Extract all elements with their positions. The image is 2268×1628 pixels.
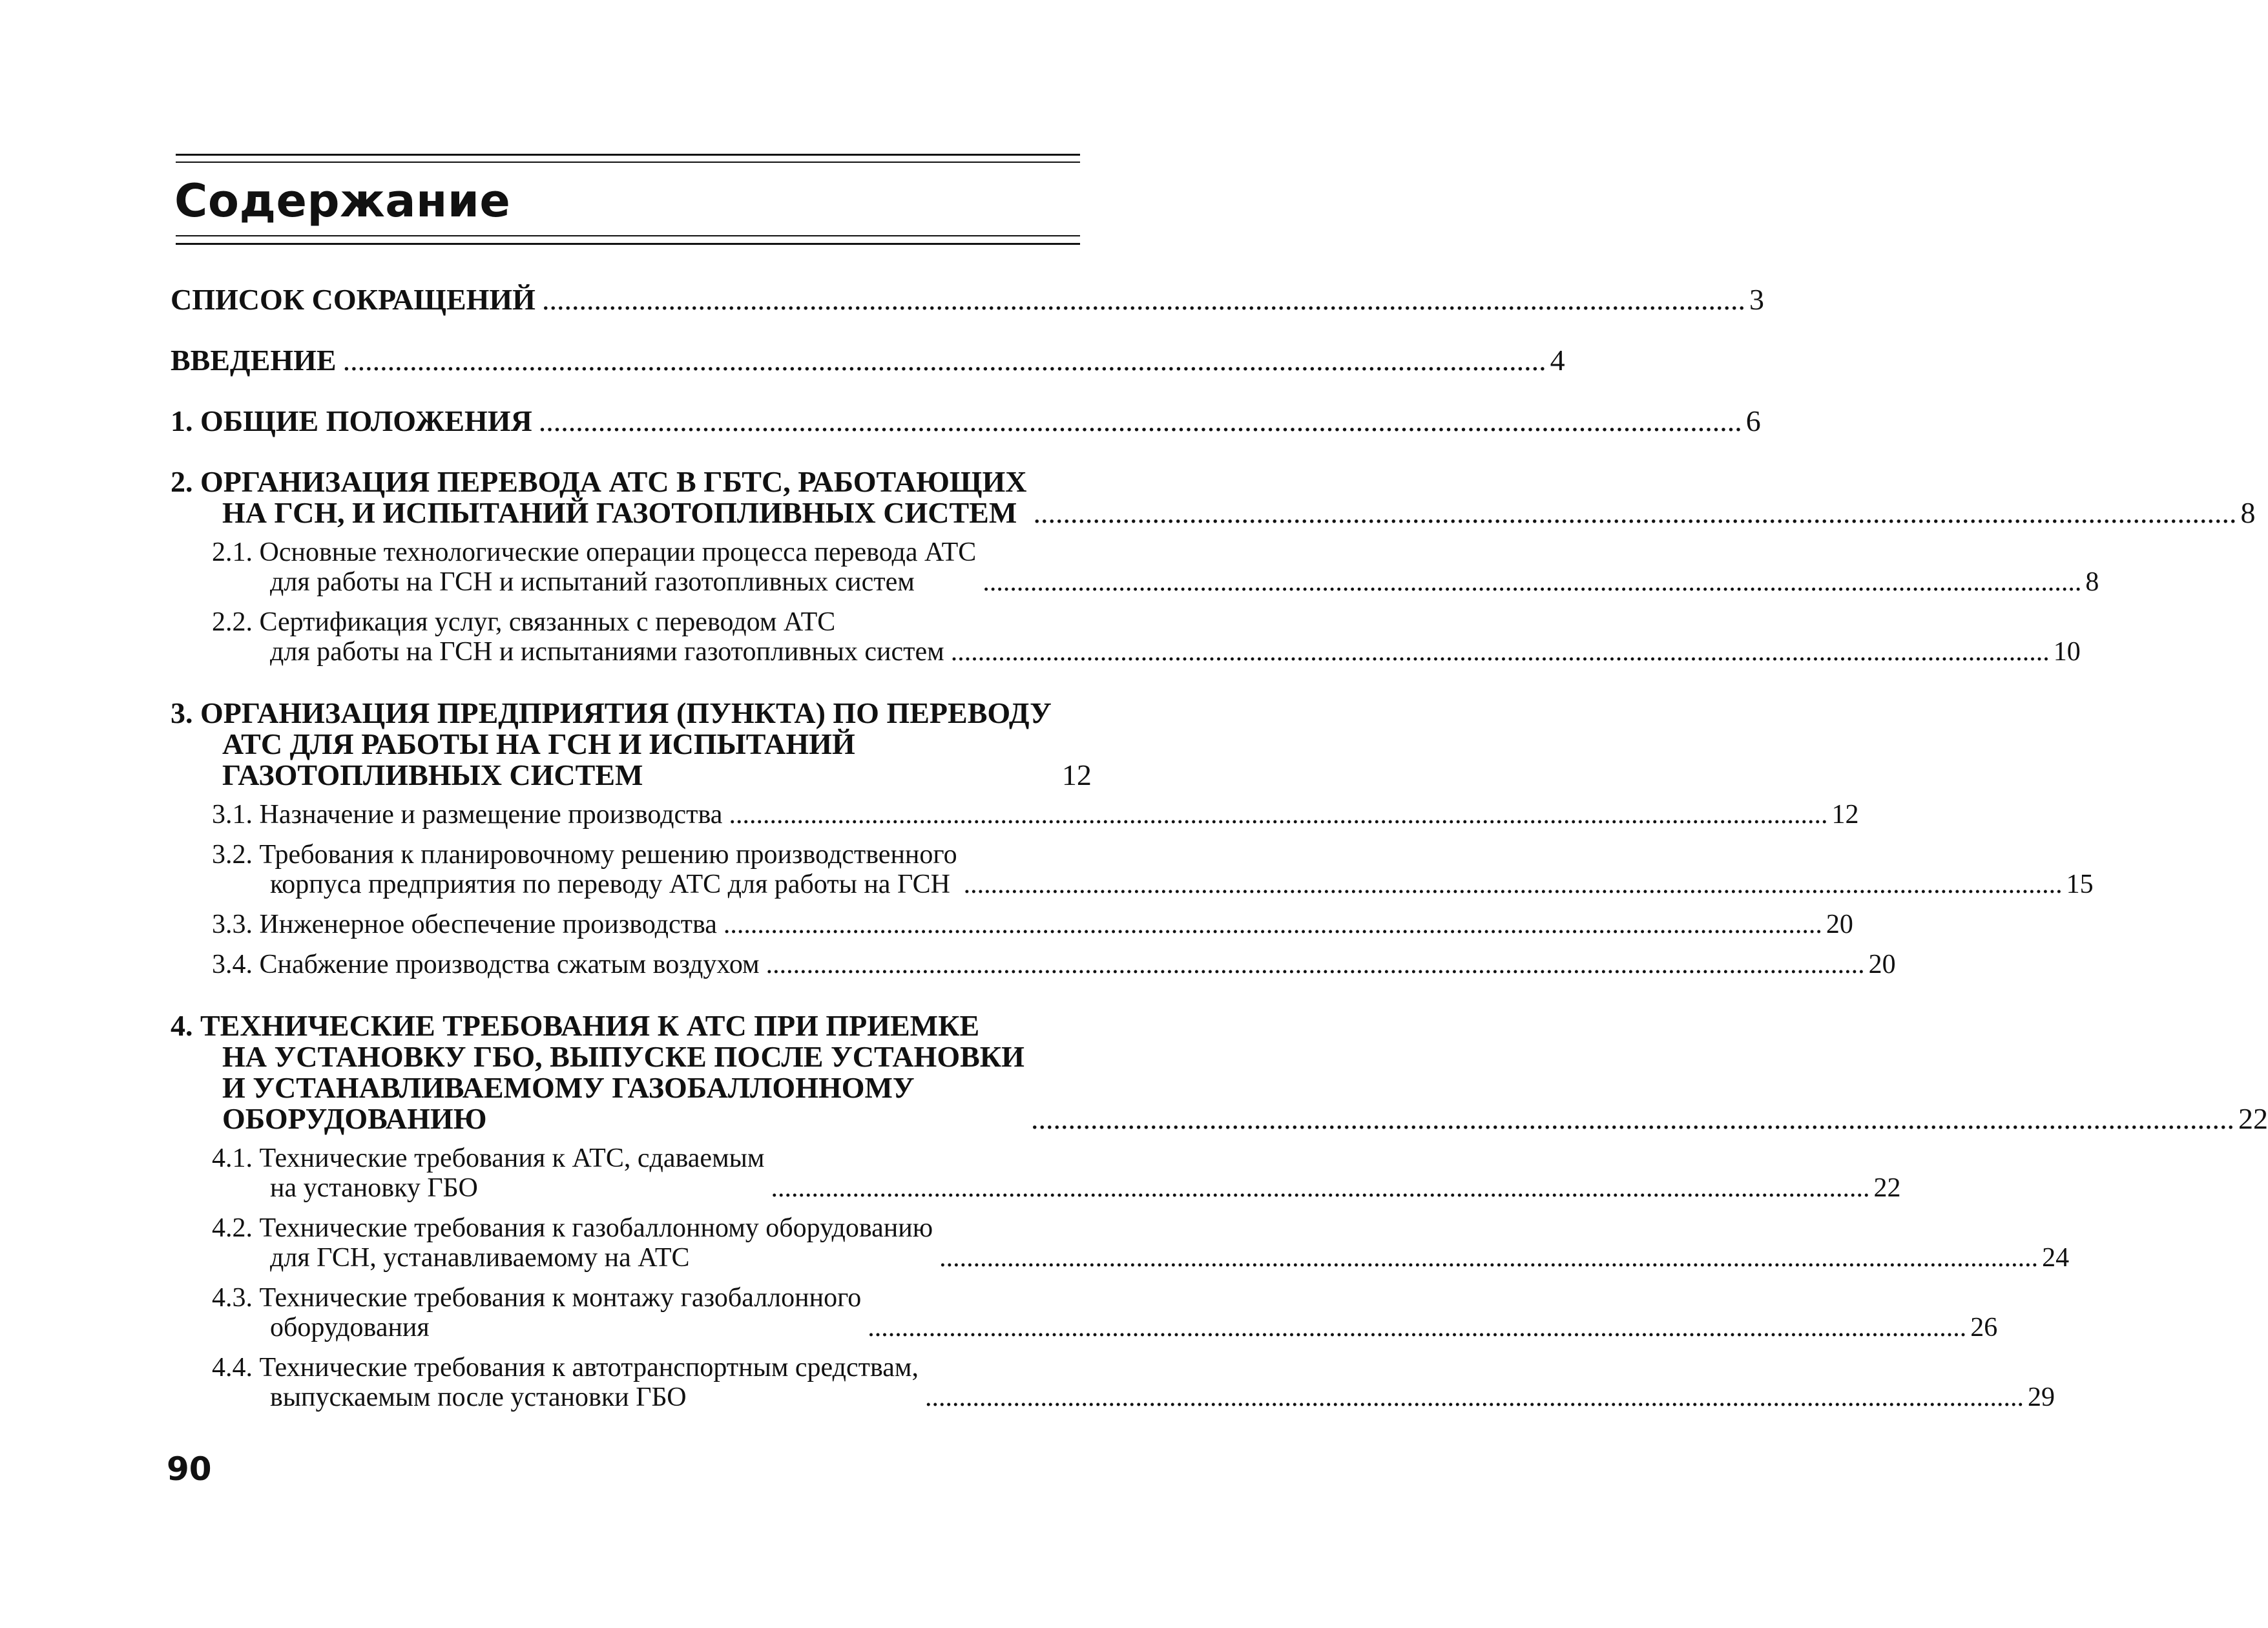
leader-dots: .................................................................................................................................................................. (983, 567, 2082, 597)
toc-page-number: 4 (1550, 344, 1565, 377)
leader-dots: .................................................................................................................................................................. (939, 1243, 2039, 1273)
toc-entry-section-4-2[interactable] (171, 1213, 2070, 1273)
toc-entry-title-line: на установку ГБО (270, 1173, 478, 1203)
toc-entry-title-line: 2. ОРГАНИЗАЦИЯ ПЕРЕВОДА АТС В ГБТС, РАБОТАЮЩИХ (171, 465, 1027, 498)
toc-entry-section-3-2[interactable] (171, 840, 2094, 899)
toc-page-number: 20 (1826, 910, 1853, 939)
toc-entry-title: СПИСОК СОКРАЩЕНИЙ (171, 283, 536, 316)
table-of-contents (171, 283, 2268, 1412)
toc-entry-section-3-1[interactable] (171, 800, 1859, 830)
leader-dots: .................................................................................................................................................................. (723, 910, 1822, 939)
leader-dots: .................................................................................................................................................................. (541, 283, 1745, 316)
toc-entry-section-2-2[interactable] (171, 607, 2081, 667)
toc-entry-title-line: для работы на ГСН и испытаний газотопливных систем (270, 567, 915, 597)
toc-entry-section-2[interactable] (171, 465, 2256, 529)
toc-page-number: 8 (2240, 496, 2256, 529)
leader-dots: .................................................................................................................................................................. (342, 344, 1546, 377)
leader-dots: .................................................................................................................................................................. (950, 637, 2050, 667)
toc-entry-title: ВВЕДЕНИЕ (171, 344, 337, 377)
toc-entry-abbreviations[interactable] (171, 283, 1764, 316)
leader-dots: .................................................................................................................................................................. (771, 1173, 1870, 1203)
toc-entry-section-3[interactable] (171, 696, 1092, 791)
leader-dots: .................................................................................................................................................................. (1030, 1102, 2234, 1135)
toc-page-number: 24 (2042, 1243, 2070, 1273)
toc-entry-title-line: АТС ДЛЯ РАБОТЫ НА ГСН И ИСПЫТАНИЙ (222, 727, 855, 760)
toc-page-number: 20 (1868, 950, 1896, 979)
toc-page-number: 12 (1831, 800, 1859, 830)
toc-entry-title-line: 2.1. Основные технологические операции процесса перевода АТС (212, 537, 977, 567)
toc-entry-title-line: И УСТАНАВЛИВАЕМОМУ ГАЗОБАЛЛОННОМУ (222, 1071, 915, 1104)
bottom-rule (176, 243, 1080, 245)
toc-entry-title-line: 3. ОРГАНИЗАЦИЯ ПРЕДПРИЯТИЯ (ПУНКТА) ПО ПЕРЕВОДУ (171, 696, 1052, 729)
toc-entry-title-line: НА УСТАНОВКУ ГБО, ВЫПУСКЕ ПОСЛЕ УСТАНОВКИ (222, 1040, 1025, 1073)
toc-entry-title-line: 4. ТЕХНИЧЕСКИЕ ТРЕБОВАНИЯ К АТС ПРИ ПРИЕМКЕ (171, 1009, 980, 1042)
leader-dots: .................................................................................................................................................................. (868, 1313, 1967, 1342)
toc-entry-section-3-4[interactable] (171, 950, 1896, 979)
leader-dots: .................................................................................................................................................................. (925, 1383, 2024, 1412)
toc-entry-introduction[interactable] (171, 344, 1565, 377)
toc-entry-title-line: 3.2. Требования к планировочному решению производственного (212, 840, 957, 870)
toc-entry-title-line: ГАЗОТОПЛИВНЫХ СИСТЕМ (222, 758, 643, 791)
toc-entry-section-4-1[interactable] (171, 1143, 1901, 1203)
toc-page-number: 10 (2053, 637, 2081, 667)
top-rule-thin (176, 162, 1080, 163)
toc-entry-title-line: НА ГСН, И ИСПЫТАНИЙ ГАЗОТОПЛИВНЫХ СИСТЕМ (222, 496, 1017, 529)
toc-entry-title-line: для ГСН, устанавливаемому на АТС (270, 1243, 690, 1273)
leader-dots: .................................................................................................................................................................. (963, 870, 2063, 899)
page-title: Содержание (174, 174, 511, 227)
leader-dots: .................................................................................................................................................................. (729, 800, 1828, 830)
toc-entry-title-line: ОБОРУДОВАНИЮ (222, 1102, 487, 1135)
toc-entry-title-line: для работы на ГСН и испытаниями газотопливных систем (270, 637, 944, 667)
toc-page-number: 6 (1745, 404, 1761, 437)
top-rule (176, 154, 1080, 156)
toc-entry-title-line: 4.1. Технические требования к АТС, сдаваемым (212, 1143, 765, 1173)
toc-page-number: 3 (1749, 283, 1764, 316)
toc-page-number: 26 (1970, 1313, 1998, 1342)
toc-entry-title-line: корпуса предприятия по переводу АТС для работы на ГСН (270, 870, 951, 899)
leader-dots: .................................................................................................................................................................. (765, 950, 1865, 979)
toc-page-number: 22 (2238, 1102, 2268, 1135)
toc-entry-title-line: 4.2. Технические требования к газобаллонному оборудованию (212, 1213, 933, 1243)
bottom-rule-thin (176, 235, 1080, 236)
toc-page-number: 22 (1873, 1173, 1901, 1203)
leader-dots: .................................................................................................................................................................. (1033, 496, 2237, 529)
toc-entry-section-4[interactable] (171, 1009, 2268, 1135)
toc-entry-section-4-3[interactable] (171, 1283, 1998, 1342)
toc-entry-title: 3.4. Снабжение производства сжатым воздухом (212, 950, 760, 979)
toc-entry-title-line: 2.2. Сертификация услуг, связанных с переводом АТС (212, 607, 836, 637)
toc-entry-title-line: выпускаемым после установки ГБО (270, 1383, 687, 1412)
toc-entry-title-line: 4.3. Технические требования к монтажу газобаллонного (212, 1283, 862, 1313)
leader-dots: .................................................................................................................................................................. (538, 404, 1742, 437)
toc-entry-title-line: 4.4. Технические требования к автотранспортным средствам, (212, 1353, 919, 1383)
toc-entry-title: 1. ОБЩИЕ ПОЛОЖЕНИЯ (171, 404, 532, 437)
page-number: 90 (167, 1450, 212, 1488)
toc-page-number: 12 (1061, 758, 1092, 791)
toc-entry-section-1[interactable] (171, 404, 1761, 437)
toc-page-number: 8 (2085, 567, 2099, 597)
toc-page-number: 15 (2066, 870, 2094, 899)
toc-entry-section-4-4[interactable] (171, 1353, 2055, 1412)
toc-page-number: 29 (2028, 1383, 2055, 1412)
toc-entry-title: 3.3. Инженерное обеспечение производства (212, 910, 717, 939)
toc-entry-section-3-3[interactable] (171, 910, 1853, 939)
toc-entry-section-2-1[interactable] (171, 537, 2099, 597)
toc-entry-title-line: оборудования (270, 1313, 430, 1342)
toc-entry-title: 3.1. Назначение и размещение производства (212, 800, 723, 830)
